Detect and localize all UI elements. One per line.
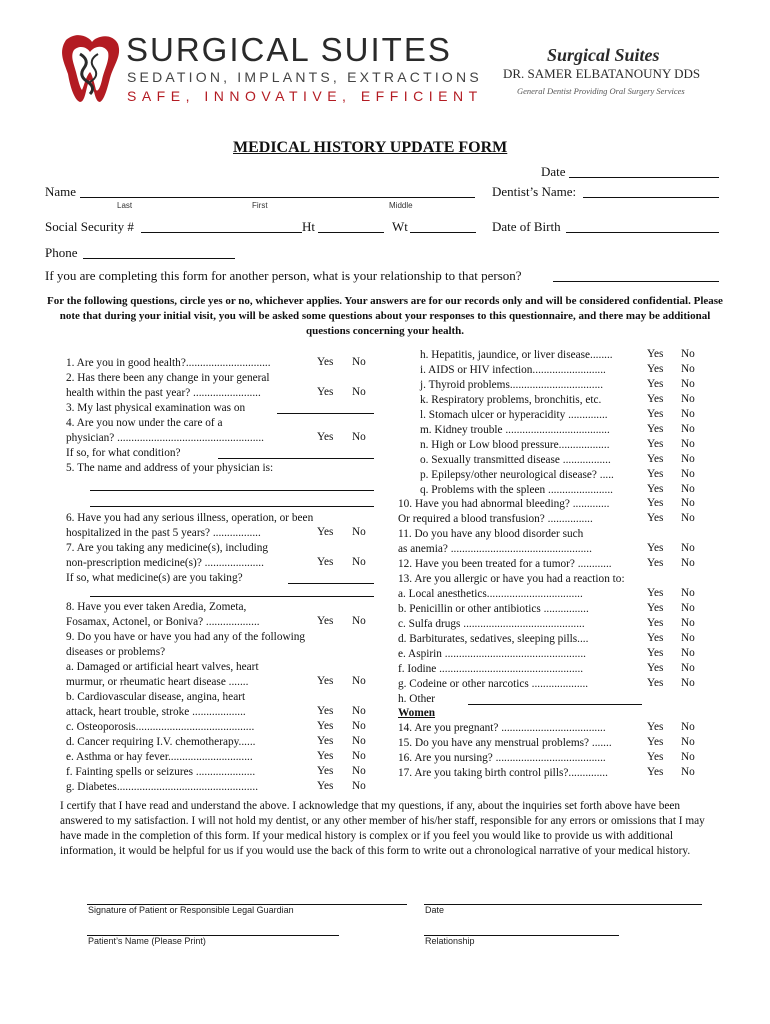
- question-text: If so, for what condition?: [66, 447, 181, 459]
- question-text: d. Barbiturates, sedatives, sleeping pills....: [398, 633, 589, 645]
- question-text: a. Damaged or artificial heart valves, heart: [66, 661, 259, 673]
- no-option[interactable]: No: [352, 431, 366, 443]
- yes-option[interactable]: Yes: [317, 431, 334, 443]
- height-field[interactable]: [318, 232, 384, 233]
- yes-option[interactable]: Yes: [647, 468, 664, 480]
- question-text: e. Aspirin ..................................................: [398, 648, 586, 660]
- yes-option[interactable]: Yes: [647, 632, 664, 644]
- question-text: h. Hepatitis, jaundice, or liver disease........: [420, 349, 613, 361]
- medicine-line[interactable]: [90, 596, 374, 597]
- yes-option[interactable]: Yes: [647, 348, 664, 360]
- signature-caption: Signature of Patient or Responsible Legal Guardian: [88, 905, 294, 915]
- dob-field[interactable]: [566, 232, 719, 233]
- yes-option[interactable]: Yes: [647, 423, 664, 435]
- no-option[interactable]: No: [352, 750, 366, 762]
- height-label: Ht: [302, 219, 315, 234]
- question-text: g. Codeine or other narcotics ....................: [398, 678, 589, 690]
- signature-date-line[interactable]: [424, 904, 702, 905]
- last-name-caption: Last: [117, 201, 133, 210]
- question-text: Fosamax, Actonel, or Boniva? ...................: [66, 616, 260, 628]
- no-option[interactable]: No: [352, 765, 366, 777]
- yes-option[interactable]: Yes: [317, 356, 334, 368]
- clinic-tagline: General Dentist Providing Oral Surgery Services: [517, 86, 685, 96]
- no-option[interactable]: No: [681, 512, 695, 524]
- yes-option[interactable]: Yes: [647, 662, 664, 674]
- first-name-caption: First: [252, 201, 268, 210]
- doctor-name: DR. SAMER ELBATANOUNY DDS: [503, 66, 701, 81]
- dentist-field[interactable]: [583, 197, 719, 198]
- question-text: h. Other: [398, 693, 436, 705]
- yes-option[interactable]: Yes: [647, 557, 664, 569]
- question-text: 3. My last physical examination was on: [66, 402, 246, 414]
- no-option[interactable]: No: [681, 348, 695, 360]
- dob-label: Date of Birth: [492, 219, 561, 234]
- relationship-sign-caption: Relationship: [425, 936, 475, 946]
- question-text: b. Penicillin or other antibiotics ................: [398, 603, 589, 615]
- ssn-label: Social Security #: [45, 219, 134, 234]
- question-text: hospitalized in the past 5 years? .................: [66, 527, 261, 539]
- yes-option[interactable]: Yes: [317, 720, 334, 732]
- answer-line[interactable]: [218, 458, 374, 459]
- question-text: non-prescription medicine(s)? .....................: [66, 557, 264, 569]
- question-text: 15. Do you have any menstrual problems? .......: [398, 737, 612, 749]
- question-text: health within the past year? ........................: [66, 387, 261, 399]
- yes-option[interactable]: Yes: [317, 386, 334, 398]
- name-field[interactable]: [80, 197, 475, 198]
- question-text: q. Problems with the spleen .......................: [420, 484, 613, 496]
- answer-line[interactable]: [468, 704, 642, 705]
- yes-option[interactable]: Yes: [647, 393, 664, 405]
- yes-option[interactable]: Yes: [647, 378, 664, 390]
- yes-option[interactable]: Yes: [317, 556, 334, 568]
- question-text: Or required a blood transfusion? ................: [398, 513, 593, 525]
- no-option[interactable]: No: [352, 356, 366, 368]
- women-section-heading: Women: [398, 707, 436, 719]
- no-option[interactable]: No: [681, 751, 695, 763]
- yes-option[interactable]: Yes: [647, 602, 664, 614]
- yes-option[interactable]: Yes: [647, 497, 664, 509]
- no-option[interactable]: No: [681, 483, 695, 495]
- no-option[interactable]: No: [352, 526, 366, 538]
- no-option[interactable]: No: [681, 497, 695, 509]
- question-text: b. Cardiovascular disease, angina, heart: [66, 691, 246, 703]
- relationship-field[interactable]: [553, 281, 719, 282]
- yes-option[interactable]: Yes: [647, 453, 664, 465]
- no-option[interactable]: No: [352, 705, 366, 717]
- question-text: j. Thyroid problems.................................: [420, 379, 604, 391]
- question-text: 16. Are you nursing? .......................................: [398, 752, 606, 764]
- no-option[interactable]: No: [681, 677, 695, 689]
- question-text: 12. Have you been treated for a tumor? ............: [398, 558, 612, 570]
- question-text: o. Sexually transmitted disease .................: [420, 454, 611, 466]
- weight-label: Wt: [392, 219, 408, 234]
- answer-line[interactable]: [277, 413, 374, 414]
- yes-option[interactable]: Yes: [317, 765, 334, 777]
- question-text: a. Local anesthetics..................................: [398, 588, 583, 600]
- no-option[interactable]: No: [352, 386, 366, 398]
- yes-option[interactable]: Yes: [317, 615, 334, 627]
- yes-option[interactable]: Yes: [317, 526, 334, 538]
- question-text: f. Fainting spells or seizures .....................: [66, 766, 256, 778]
- no-option[interactable]: No: [681, 721, 695, 733]
- no-option[interactable]: No: [681, 378, 695, 390]
- instructions-paragraph: For the following questions, circle yes or no, whichever applies. Your answers are for our records only and will be considered confidential. Please note that during your initial visit, you will be asked some questions about your responses to this questionnaire, and there may be additional questions concerning your health.: [47, 295, 723, 337]
- question-text: attack, heart trouble, stroke ...................: [66, 706, 246, 718]
- no-option[interactable]: No: [681, 363, 695, 375]
- yes-option[interactable]: Yes: [647, 542, 664, 554]
- question-text: physician? ....................................................: [66, 432, 264, 444]
- form-title: MEDICAL HISTORY UPDATE FORM: [233, 139, 508, 156]
- question-text: g. Diabetes..................................................: [66, 781, 259, 793]
- ssn-field[interactable]: [141, 232, 302, 233]
- question-text: f. Iodine ...................................................: [398, 663, 584, 675]
- question-text: 2. Has there been any change in your general: [66, 372, 270, 384]
- no-option[interactable]: No: [681, 647, 695, 659]
- no-option[interactable]: No: [352, 780, 366, 792]
- answer-line[interactable]: [288, 583, 374, 584]
- phone-field[interactable]: [83, 258, 235, 259]
- weight-field[interactable]: [410, 232, 476, 233]
- no-option[interactable]: No: [681, 632, 695, 644]
- question-text: c. Sulfa drugs ...........................................: [398, 618, 585, 630]
- yes-option[interactable]: Yes: [647, 483, 664, 495]
- no-option[interactable]: No: [681, 453, 695, 465]
- no-option[interactable]: No: [352, 720, 366, 732]
- no-option[interactable]: No: [681, 557, 695, 569]
- yes-option[interactable]: Yes: [647, 677, 664, 689]
- question-text: 7. Are you taking any medicine(s), including: [66, 542, 269, 554]
- question-text: i. AIDS or HIV infection..........................: [420, 364, 606, 376]
- name-label: Name: [45, 184, 77, 199]
- yes-option[interactable]: Yes: [647, 438, 664, 450]
- logo-title: SURGICAL SUITES: [126, 31, 452, 68]
- question-text: n. High or Low blood pressure..................: [420, 439, 610, 451]
- no-option[interactable]: No: [352, 615, 366, 627]
- yes-option[interactable]: Yes: [647, 647, 664, 659]
- question-text: 14. Are you pregnant? .....................................: [398, 722, 606, 734]
- no-option[interactable]: No: [352, 556, 366, 568]
- logo-subtitle-services: SEDATION, IMPLANTS, EXTRACTIONS: [127, 69, 482, 85]
- no-option[interactable]: No: [681, 393, 695, 405]
- question-text: 9. Do you have or have you had any of the following: [66, 631, 306, 643]
- physician-address-line[interactable]: [90, 506, 374, 507]
- yes-option[interactable]: Yes: [647, 617, 664, 629]
- question-text: 8. Have you ever taken Aredia, Zometa,: [66, 601, 247, 613]
- question-text: k. Respiratory problems, bronchitis, etc.: [420, 394, 602, 406]
- no-option[interactable]: No: [681, 617, 695, 629]
- yes-option[interactable]: Yes: [647, 512, 664, 524]
- no-option[interactable]: No: [681, 468, 695, 480]
- question-text: as anemia? ..................................................: [398, 543, 592, 555]
- no-option[interactable]: No: [352, 735, 366, 747]
- relationship-question: If you are completing this form for another person, what is your relationship to that person?: [45, 268, 522, 283]
- certification-statement: I certify that I have read and understand the above. I acknowledge that my questions, if any, about the inquiries set forth above have been answered to my satisfaction. I will not hold my dentist, or any other member of his/her staff, responsible for any errors or omissions that I may have made in the completion of this form. If your medical history is complex or if you feel you would like to provide us with additional information, it would be helpful for us if you would use the back of this form to write out a chronological narrative of your medical history.: [60, 800, 705, 857]
- clinic-name: Surgical Suites: [547, 45, 660, 65]
- no-option[interactable]: No: [681, 408, 695, 420]
- question-text: 6. Have you had any serious illness, operation, or been: [66, 512, 314, 524]
- yes-option[interactable]: Yes: [647, 736, 664, 748]
- physician-address-line[interactable]: [90, 490, 374, 491]
- yes-option[interactable]: Yes: [317, 705, 334, 717]
- yes-option[interactable]: Yes: [647, 363, 664, 375]
- no-option[interactable]: No: [352, 675, 366, 687]
- phone-label: Phone: [45, 245, 78, 260]
- signature-date-caption: Date: [425, 905, 445, 915]
- question-text: diseases or problems?: [66, 646, 166, 658]
- tooth-logo-icon: [56, 30, 124, 104]
- no-option[interactable]: No: [681, 587, 695, 599]
- yes-option[interactable]: Yes: [647, 408, 664, 420]
- no-option[interactable]: No: [681, 766, 695, 778]
- yes-option[interactable]: Yes: [317, 735, 334, 747]
- question-text: 1. Are you in good health?..............................: [66, 357, 271, 369]
- question-text: 4. Are you now under the care of a: [66, 417, 223, 429]
- question-text: c. Osteoporosis..........................................: [66, 721, 255, 733]
- no-option[interactable]: No: [681, 423, 695, 435]
- question-text: murmur, or rheumatic heart disease .......: [66, 676, 249, 688]
- question-text: 5. The name and address of your physician is:: [66, 462, 274, 474]
- question-text: m. Kidney trouble .....................................: [420, 424, 610, 436]
- patient-name-caption: Patient’s Name (Please Print): [88, 936, 206, 946]
- question-text: l. Stomach ulcer or hyperacidity ..............: [420, 409, 608, 421]
- yes-option[interactable]: Yes: [317, 780, 334, 792]
- yes-option[interactable]: Yes: [647, 766, 664, 778]
- middle-name-caption: Middle: [389, 201, 413, 210]
- logo-subtitle-values: SAFE, INNOVATIVE, EFFICIENT: [127, 88, 483, 104]
- no-option[interactable]: No: [681, 662, 695, 674]
- yes-option[interactable]: Yes: [647, 587, 664, 599]
- question-text: 11. Do you have any blood disorder such: [398, 528, 584, 540]
- no-option[interactable]: No: [681, 438, 695, 450]
- question-text: 10. Have you had abnormal bleeding? .............: [398, 498, 610, 510]
- no-option[interactable]: No: [681, 542, 695, 554]
- date-field[interactable]: [569, 177, 719, 178]
- date-label: Date: [541, 164, 566, 179]
- yes-option[interactable]: Yes: [647, 721, 664, 733]
- yes-option[interactable]: Yes: [647, 751, 664, 763]
- no-option[interactable]: No: [681, 736, 695, 748]
- dentist-label: Dentist’s Name:: [492, 184, 577, 199]
- question-text: p. Epilepsy/other neurological disease? .....: [420, 469, 614, 481]
- question-text: If so, what medicine(s) are you taking?: [66, 572, 243, 584]
- question-text: e. Asthma or hay fever..............................: [66, 751, 253, 763]
- question-text: 13. Are you allergic or have you had a reaction to:: [398, 573, 625, 585]
- no-option[interactable]: No: [681, 602, 695, 614]
- question-text: 17. Are you taking birth control pills?..............: [398, 767, 608, 779]
- yes-option[interactable]: Yes: [317, 750, 334, 762]
- question-text: d. Cancer requiring I.V. chemotherapy......: [66, 736, 256, 748]
- yes-option[interactable]: Yes: [317, 675, 334, 687]
